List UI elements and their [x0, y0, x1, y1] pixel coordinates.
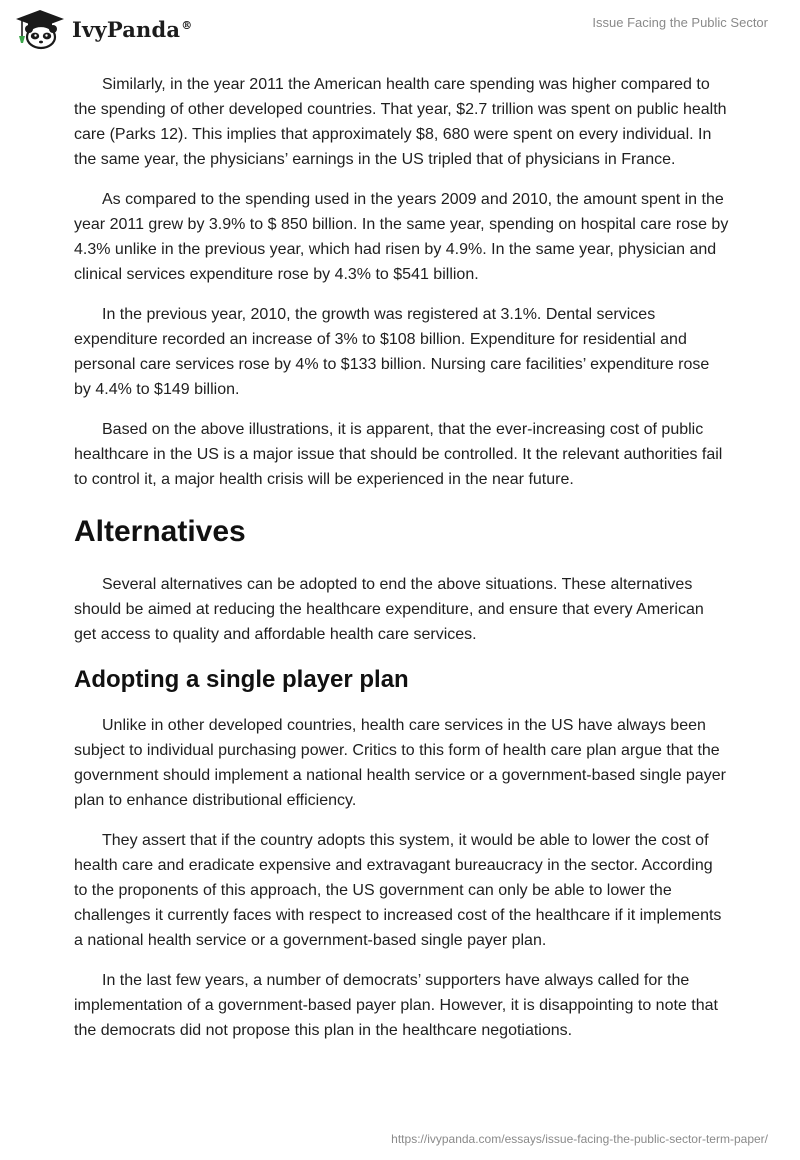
section-heading-alternatives: Alternatives — [74, 515, 246, 548]
paragraph: They assert that if the country adopts this system, it would be able to lower the cost of health care and eradicate expensive and extravagant bureaucracy in the sector. According to the proponents of this approach, the US government can only be able to lower the challenges it currently faces with respect to increased cost of the healthcare if it implements a national health service or a government-based single payer plan. — [74, 832, 722, 949]
paragraph: In the previous year, 2010, the growth was registered at 3.1%. Dental services expenditure recorded an increase of 3% to $108 billion. Expenditure for residential and personal care services rose by 4% to $133 billion. Nursing care facilities’ expenditure rose by 4.4% to $149 billion. — [74, 306, 710, 398]
page-header — [0, 0, 800, 64]
paragraph: In the last few years, a number of democrats’ supporters have always called for the implementation of a government-based payer plan. However, it is disappointing to note that the democrats did not propose this plan in the healthcare negotiations. — [74, 972, 718, 1039]
brand-logo[interactable] — [14, 8, 192, 50]
brand-name: IvyPanda® — [72, 16, 193, 42]
essay-body — [74, 72, 730, 1058]
section-heading-single-player-plan: Adopting a single player plan — [74, 666, 409, 693]
paragraph: Similarly, in the year 2011 the American health care spending was higher compared to the spending of other developed countries. That year, $2.7 trillion was spent on public health care (Parks 12). This implies that approximately $8, 680 were spent on every individual. In the same year, the physicians’ earnings in the US tripled that of physicians in France. — [74, 76, 727, 168]
panda-graduate-icon — [14, 8, 66, 50]
document-title: Issue Facing the Public Sector — [592, 15, 768, 30]
paragraph: Several alternatives can be adopted to end the above situations. These alternatives should be aimed at reducing the healthcare expenditure, and ensure that every American get access to quality and affordable health care services. — [74, 576, 704, 643]
paragraph: Based on the above illustrations, it is apparent, that the ever-increasing cost of public healthcare in the US is a major issue that should be controlled. It the relevant authorities fail to control it, a major health crisis will be experienced in the near future. — [74, 421, 723, 488]
paragraph: As compared to the spending used in the years 2009 and 2010, the amount spent in the year 2011 grew by 3.9% to $ 850 billion. In the same year, spending on hospital care rose by 4.3% unlike in the previous year, which had risen by 4.9%. In the same year, physician and clinical services expenditure rose by 4.3% to $541 billion. — [74, 191, 729, 283]
source-url[interactable]: https://ivypanda.com/essays/issue-facing-the-public-sector-term-paper/ — [391, 1132, 768, 1146]
paragraph: Unlike in other developed countries, health care services in the US have always been subject to individual purchasing power. Critics to this form of health care plan argue that the government should implement a national health service or a government-based single payer plan to enhance distributional efficiency. — [74, 717, 726, 809]
